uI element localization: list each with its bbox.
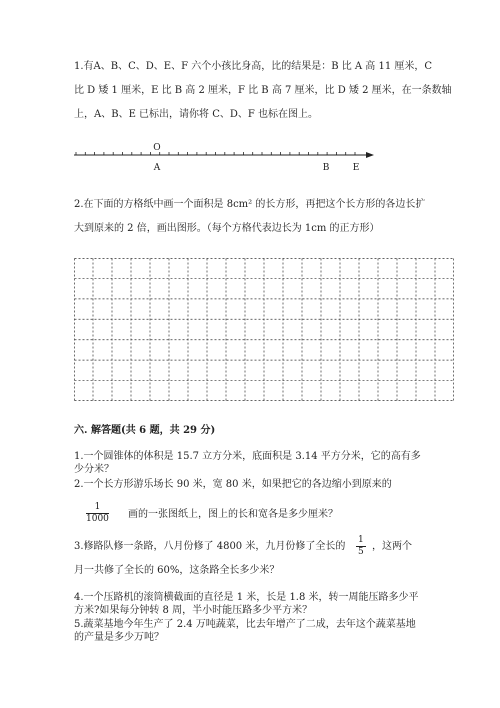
problem-3-line2: 月一共修了全长的 60%，这条路全长多少米？ (74, 565, 280, 576)
fraction-numerator: 1 (86, 502, 109, 514)
problem-3-line1: 3.修路队修一条路，八月份修了 4800 米，九月份修了全长的 (74, 541, 346, 552)
q1-line3: 上，A、B、E 已标出，请你将 C、D、F 也标在图上。 (74, 109, 319, 120)
problem-3-line1-end: ，这两个 (372, 541, 412, 552)
problem-1-line1: 1.一个圆锥体的体积是 15.7 立方分米，底面积是 3.14 平方分米，它的高有多 (74, 451, 421, 462)
q2-line2: 大到原来的 2 倍，画出图形。（每个方格代表边长为 1cm 的正方形） (74, 223, 380, 234)
label-o: O (153, 143, 161, 153)
label-b: B (322, 163, 330, 173)
q1-line1: 1.有A、B、C、D、E、F 六个小孩比身高，比的结果是：B 比 A 高 11 厘米，C (74, 61, 433, 72)
number-line (74, 140, 374, 180)
section-title: 六. 解答题(共 6 题，共 29 分) (74, 425, 216, 436)
fraction-1-1000 (86, 502, 109, 525)
problem-2-line2: 画的一张图纸上，图上的长和宽各是多少厘米？ (128, 509, 338, 520)
grid-paper (74, 258, 454, 401)
fraction-numerator: 1 (358, 535, 364, 545)
problem-2-line1: 2.一个长方形游乐场长 90 米，宽 80 米，如果把它的各边缩小到原来的 (74, 479, 392, 490)
problem-4-line2: 方米?如果每分钟转 8 周，半小时能压路多少平方米？ (74, 605, 313, 616)
fraction-1-5 (356, 535, 366, 558)
label-e: E (352, 163, 360, 173)
problem-5-line2: 的产量是多少万吨？ (74, 632, 164, 643)
problem-5-line1: 5.蔬菜基地今年生产了 2.4 万吨蔬菜，比去年增产了二成，去年这个蔬菜基地 (74, 619, 416, 630)
q1-line2: 比 D 矮 1 厘米，E 比 B 高 2 厘米，F 比 B 高 7 厘米，比 D 矮 2 厘米，在一条数轴 (74, 85, 452, 96)
arrow-icon (366, 152, 374, 158)
fraction-denominator: 5 (358, 547, 364, 557)
problem-4-line1: 4.一个压路机的滚筒横截面的直径是 1 米，长是 1.8 米，转一周能压路多少平 (74, 592, 419, 603)
fraction-denominator: 1000 (86, 514, 109, 524)
problem-1-line2: 少分米？ (74, 464, 114, 475)
label-a: A (153, 163, 161, 173)
q2-line1: 2.在下面的方格纸中画一个面积是 8cm² 的长方形，再把这个长方形的各边长扩 (74, 199, 426, 210)
